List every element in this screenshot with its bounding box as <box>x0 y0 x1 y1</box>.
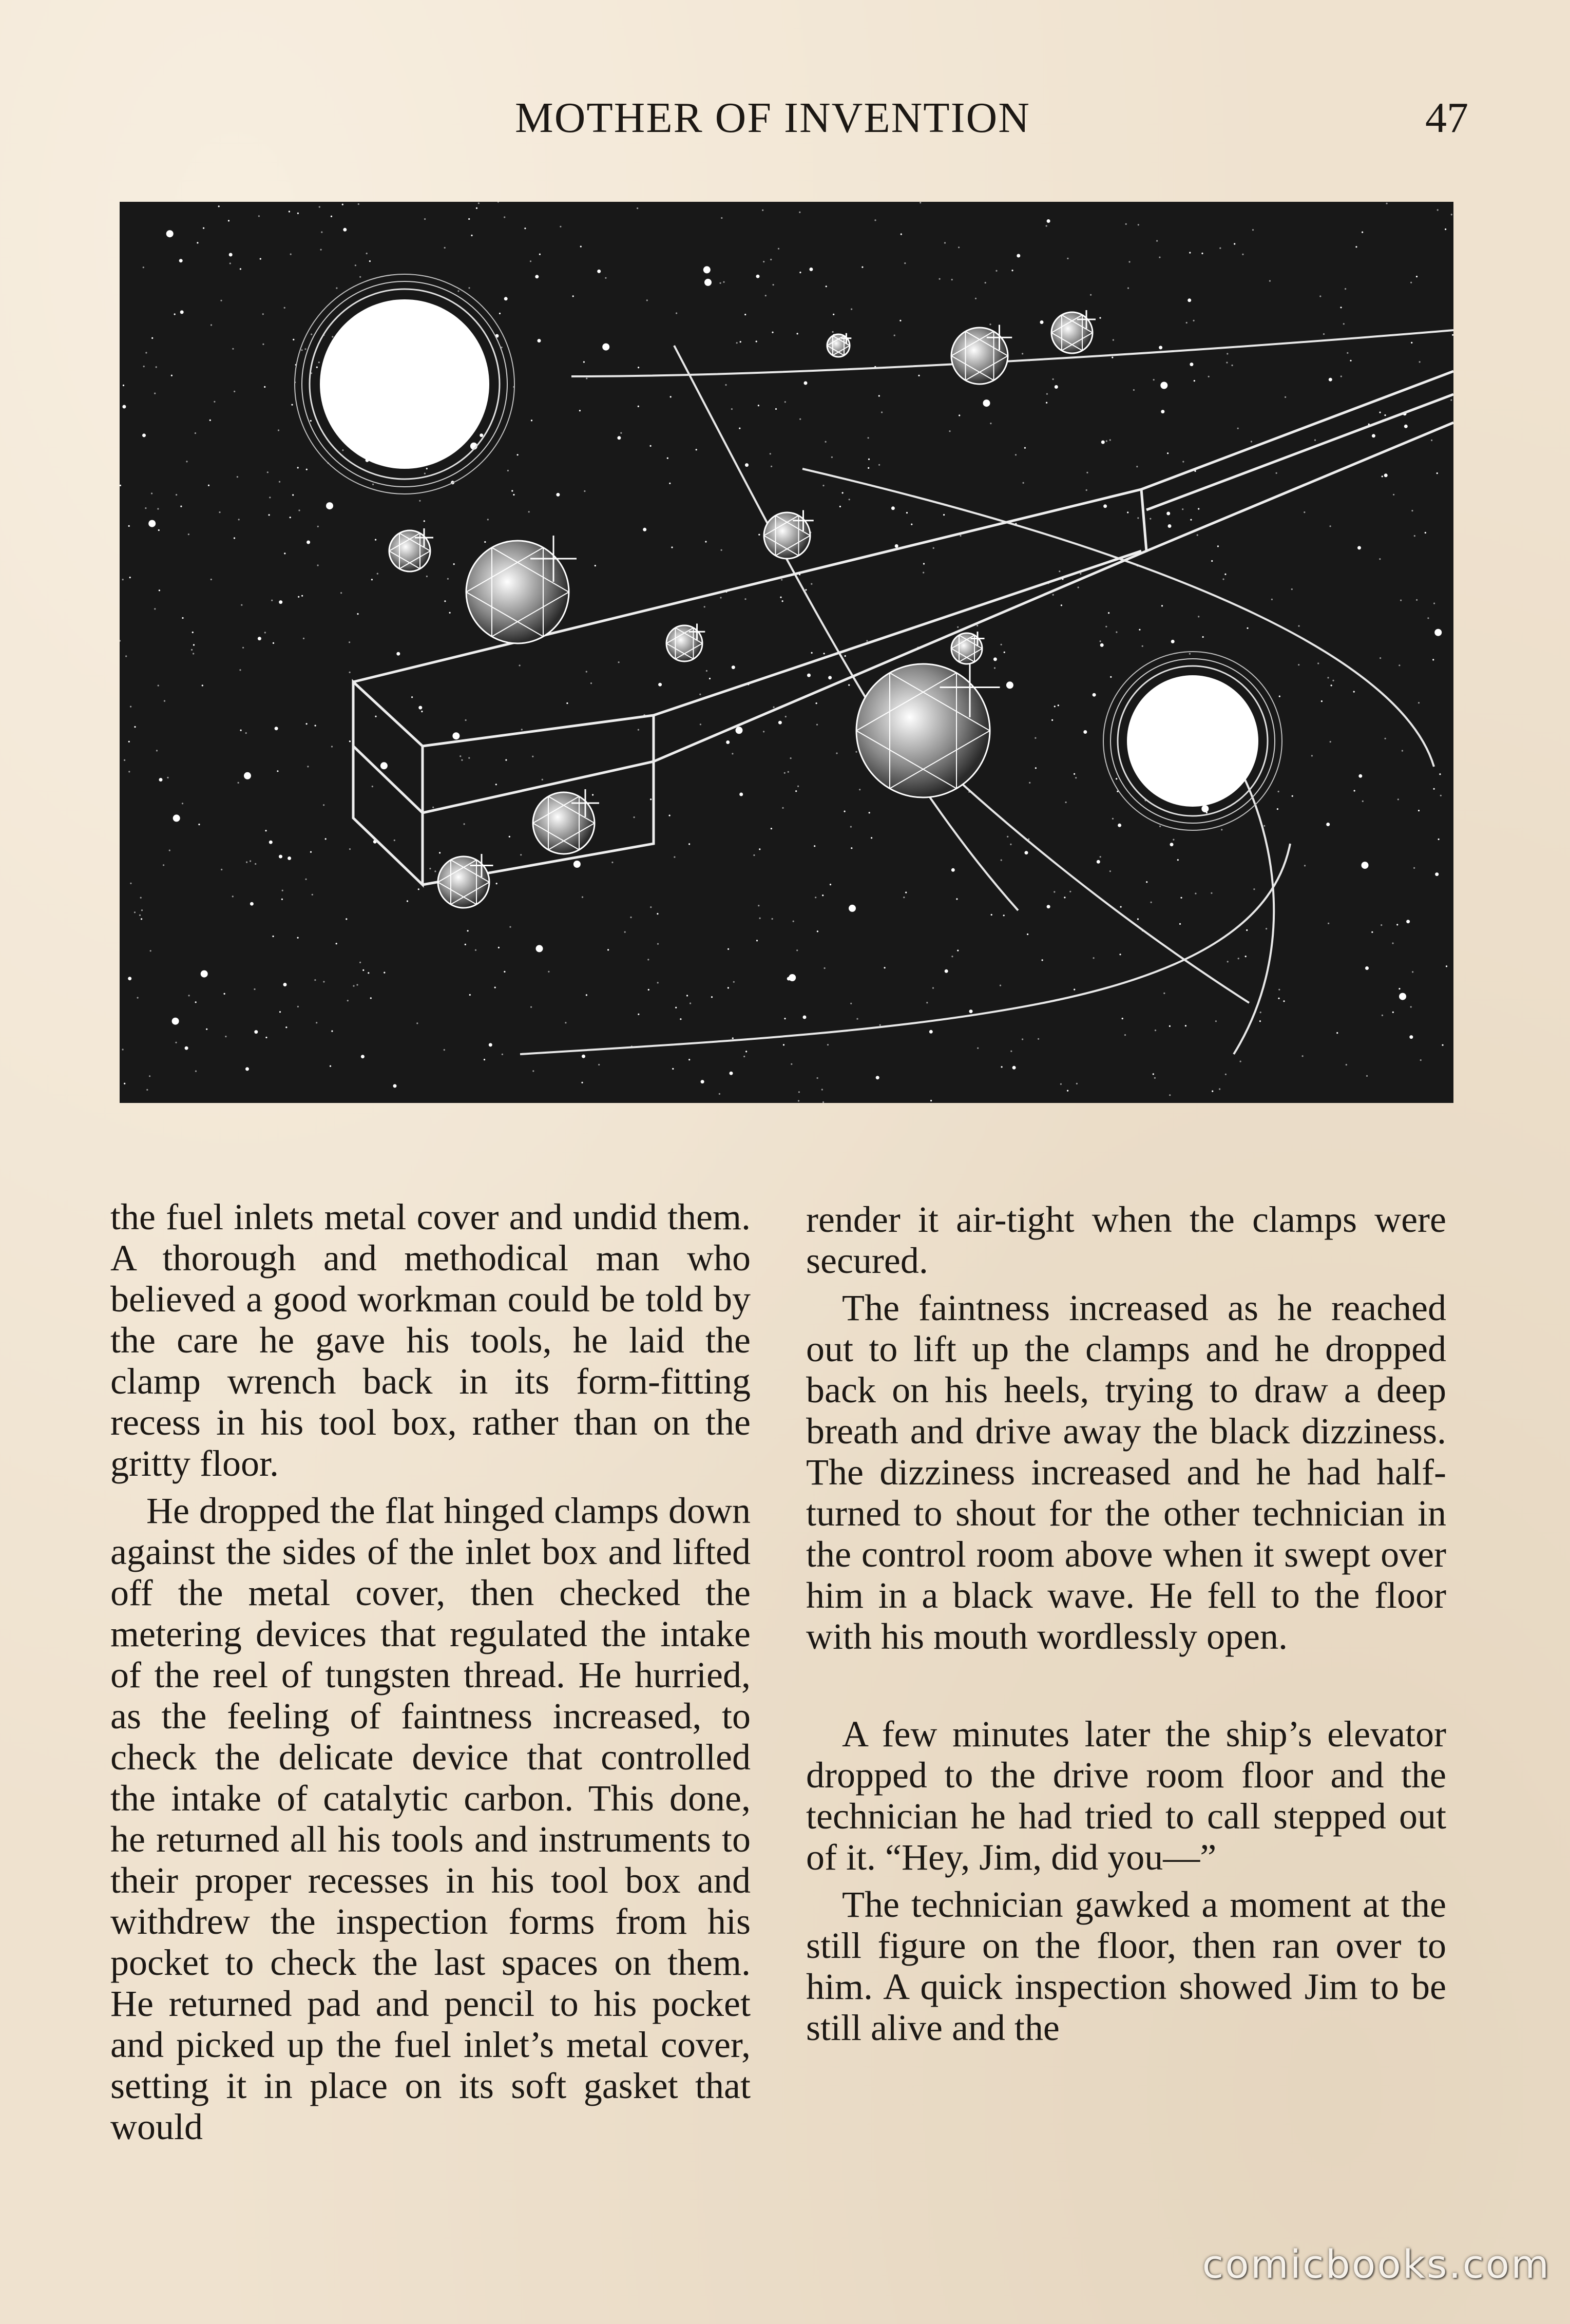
paragraph: He dropped the flat hinged clamps down against the sides of the inlet box and lifted off the metal cover, then checked the metering devices that regulated the intake of the reel of tungsten thread. He hurried, as the feeling of faintness increased, to check the delicate device that controlled the intake of catalytic carbon. This done, he returned all his tools and instruments to their proper recesses in his tool box and withdrew the inspection forms from his pocket to check the last spaces on them. He returned pad and pencil to his pocket and picked up the fuel inlet’s metal cover, setting it in place on its soft gasket that would <box>110 1490 751 2147</box>
space-illustration-icon <box>120 202 1453 1103</box>
right-text-column <box>806 1199 1446 2048</box>
paragraph: render it air-tight when the clamps were secured. <box>806 1199 1446 1281</box>
left-text-column <box>110 1196 751 2147</box>
running-title: MOTHER OF INVENTION <box>515 94 1030 142</box>
paragraph: The faintness increased as he reached out to lift up the clamps and he dropped back on his heels, trying to draw a deep breath and drive away the black dizziness. The dizziness increased and he had half-turned to shout for the other technician in the control room above when it swept over him in a black wave. He fell to the floor with his mouth wordlessly open. <box>806 1287 1446 1657</box>
watermark-logo: comicbooks.com <box>1202 2241 1550 2287</box>
paragraph: The technician gawked a moment at the still figure on the floor, then ran over to him. A quick inspection showed Jim to be still alive and the <box>806 1884 1446 2048</box>
page-number: 47 <box>1425 94 1468 142</box>
paragraph: A few minutes later the ship’s elevator dropped to the drive room floor and the technician he had tried to call stepped out of it. “Hey, Jim, did you—” <box>806 1713 1446 1878</box>
paragraph: the fuel inlets metal cover and undid them. A thorough and methodical man who believed a good workman could be told by the care he gave his tools, he laid the clamp wrench back in its form-fitting recess in his tool box, rather than on the gritty floor. <box>110 1196 751 1484</box>
page-header <box>0 87 1570 149</box>
space-illustration <box>120 202 1453 1103</box>
